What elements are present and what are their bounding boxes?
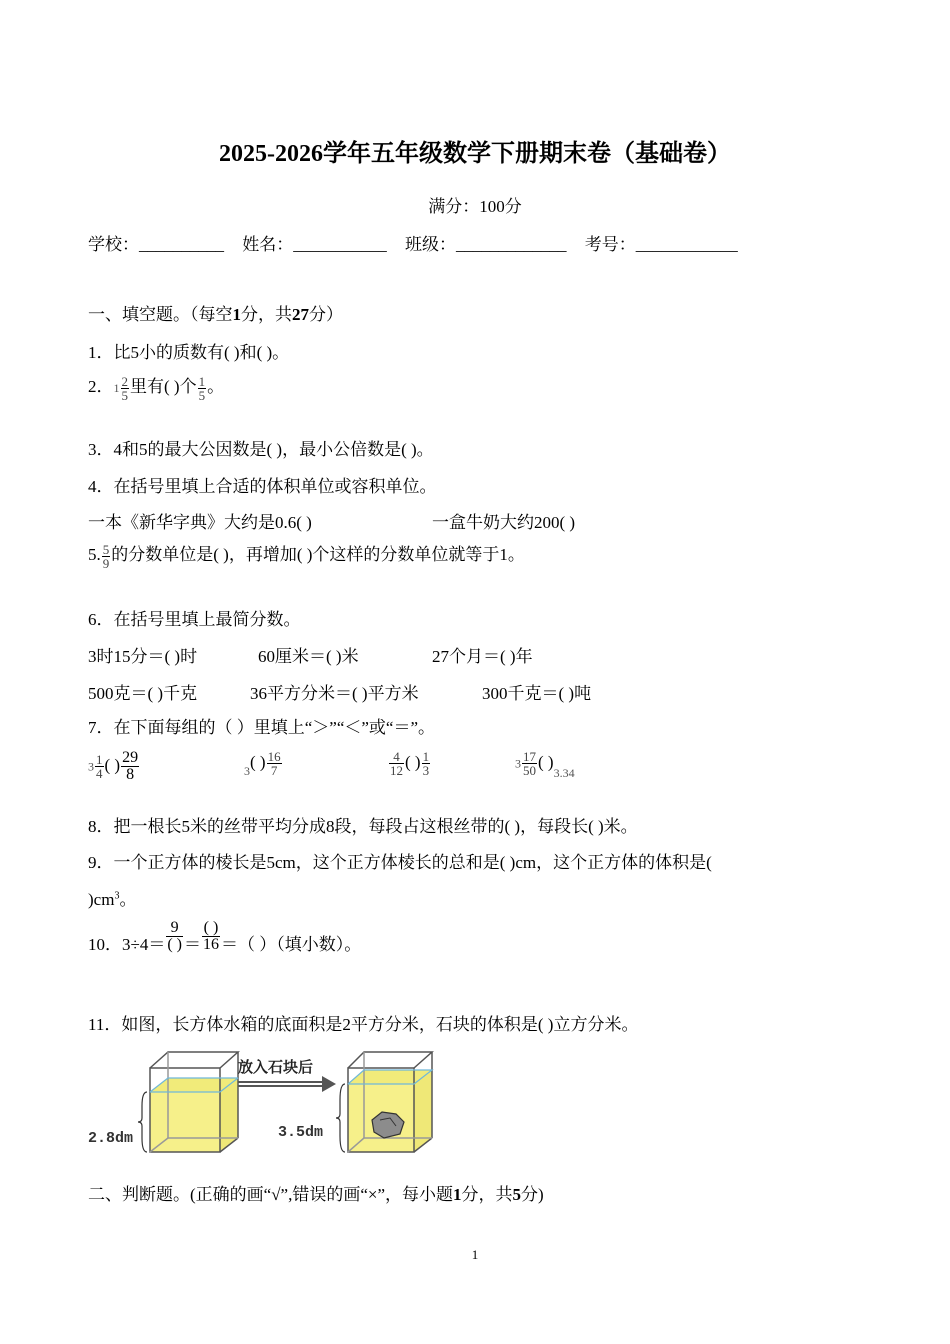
question-6-r1b: 60厘米＝( )米 [258, 647, 359, 666]
full-score: 满分：100分 [428, 197, 522, 216]
question-6-r1c: 27个月＝( )年 [432, 647, 533, 666]
question-7-group-4: 3 $\frac{17}{50}$ ( )$_{3.34}$ [515, 749, 575, 781]
arrow-icon [322, 1076, 336, 1092]
water-tank-figure [86, 1048, 446, 1160]
question-7-group-1: 3 $\frac{1}{4}$ ( ) $\frac{29}{8}$ [88, 749, 139, 783]
question-6-r1a: 3时15分＝( )时 [88, 647, 198, 666]
question-6-r2a: 500克＝( )千克 [88, 684, 198, 703]
question-7-group-2: $_3$( ) $\frac{16}{7}$ [244, 749, 281, 779]
question-7: 7．在下面每组的（ ）里填上“＞”“＜”或“＝”。 [88, 718, 436, 737]
right-height-label: 3.5dm [278, 1124, 324, 1141]
question-2: 2．1 $\frac{2}{5}$ 里有( )个 $\frac{1}{5}$ 。 [88, 373, 225, 403]
question-3: 3．4和5的最大公因数是( )，最小公倍数是( )。 [88, 440, 434, 459]
question-11: 11．如图，长方体水箱的底面积是2平方分米，石块的体积是( )立方分米。 [88, 1015, 639, 1034]
question-5: 5. $\frac{5}{9}$ 的分数单位是( )，再增加( )个这样的分数单位就等于1。 [88, 541, 525, 571]
id-blank[interactable]: ____________ [635, 235, 738, 254]
question-8: 8．把一根长5米的丝带平均分成8段，每段占这根丝带的( )，每段长( )米。 [88, 817, 638, 836]
school-blank[interactable]: __________ [139, 235, 224, 254]
section2-heading: 二、判断题。(正确的画“√”,错误的画“×”，每小题1分，共5分) [88, 1185, 544, 1204]
question-6: 6．在括号里填上最简分数。 [88, 610, 301, 629]
question-6-r2c: 300千克＝( )吨 [482, 684, 592, 703]
id-label: 考号： [584, 235, 636, 254]
question-1: 1．比5小的质数有( )和( )。 [88, 343, 290, 362]
page-title: 2025-2026学年五年级数学下册期末卷（基础卷） [219, 141, 731, 167]
question-7-group-3: $\frac{4}{12}$ ( ) $\frac{1}{3}$ [390, 749, 430, 778]
section1-heading: 一、填空题。（每空1分，共27分） [88, 305, 343, 324]
class-blank[interactable]: _____________ [456, 235, 567, 254]
student-info-row [88, 230, 738, 255]
page-number: 1 [471, 1247, 479, 1262]
class-label: 班级： [405, 235, 456, 254]
left-height-label: 2.8dm [88, 1130, 134, 1147]
question-4-b: 一盒牛奶大约200( ) [432, 513, 576, 532]
question-9-line1: 9．一个正方体的棱长是5cm，这个正方体棱长的总和是( )cm，这个正方体的体积是( [88, 853, 712, 872]
name-blank[interactable]: ___________ [293, 235, 387, 254]
question-9-line2: )$cm^3$。 [88, 890, 137, 909]
question-10: 10．3÷4＝ $\frac{9}{( )}$ ＝ $\frac{( )}{16}$ ＝（ ）（填小数）。 [88, 919, 362, 955]
figure-caption: 放入石块后 [238, 1058, 314, 1076]
question-4: 4．在括号里填上合适的体积单位或容积单位。 [88, 477, 437, 496]
question-4-a: 一本《新华字典》大约是0.6( ) [88, 513, 312, 532]
name-label: 姓名： [242, 235, 294, 254]
school-label: 学校： [88, 235, 139, 254]
question-6-r2b: 36平方分米＝( )平方米 [250, 684, 419, 703]
